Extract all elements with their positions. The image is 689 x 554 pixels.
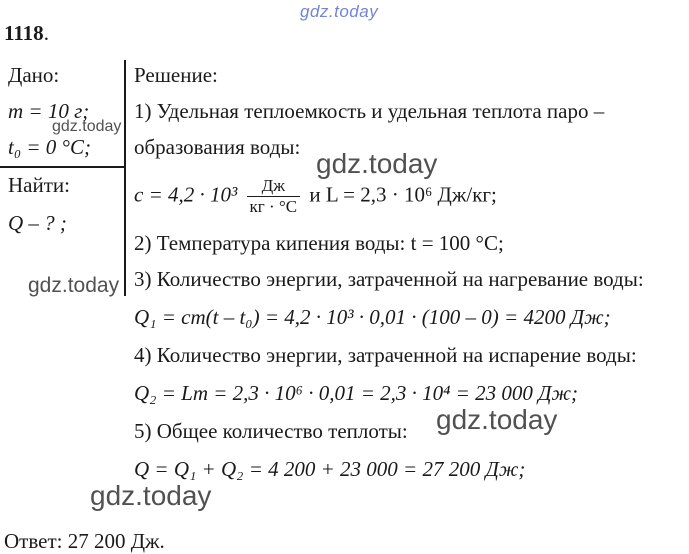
formula-c-numerator: Дж <box>247 176 301 197</box>
formula-c-denominator: кг · °C <box>249 197 298 216</box>
problem-number <box>4 20 49 46</box>
solution-step4: 4) Количество энергии, затраченной на испарение воды: <box>134 343 637 367</box>
solution-step3: 3) Количество энергии, затраченной на нагревание воды: <box>134 267 644 291</box>
formula-q1: Q₁ = cm(t – t₀) = 4,2 · 10³ · 0,01 · (100 – 0) = 4200 Дж; <box>134 305 611 329</box>
given-divider-vertical <box>124 60 126 296</box>
formula-q2: Q₂ = Lm = 2,3 · 10⁶ · 0,01 = 2,3 · 10⁴ = 23 000 Дж; <box>134 381 578 405</box>
answer: Ответ: 27 200 Дж. <box>4 529 165 553</box>
given-header: Дано: <box>8 63 60 87</box>
watermark-top: gdz.today <box>300 2 379 21</box>
formula-q-total: Q = Q₁ + Q₂ = 4 200 + 23 000 = 27 200 Дж; <box>134 457 526 481</box>
watermark-bottom: gdz.today <box>90 480 212 511</box>
formula-c-line <box>134 176 497 217</box>
watermark-given: gdz.today <box>52 118 122 135</box>
formula-c-fraction <box>247 176 301 217</box>
solution-step1-line2: образования воды: <box>134 135 301 159</box>
watermark-left: gdz.today <box>28 274 120 297</box>
watermark-right: gdz.today <box>436 404 558 435</box>
solution-header: Решение: <box>134 63 218 87</box>
given-temperature: t₀ = 0 °C; <box>8 135 91 159</box>
formula-c-right: и L = 2,3 · 10⁶ Дж/кг; <box>309 182 497 207</box>
problem-number-dot: . <box>43 21 49 45</box>
formula-c-left: c = 4,2 · 10³ <box>134 182 238 207</box>
find-header: Найти: <box>8 173 70 197</box>
watermark-upper: gdz.today <box>316 148 438 179</box>
solution-step2: 2) Температура кипения воды: t = 100 °C; <box>134 231 504 255</box>
solution-step5: 5) Общее количество теплоты: <box>134 419 408 443</box>
find-quantity: Q – ? ; <box>8 211 67 235</box>
given-divider-horizontal <box>0 166 124 168</box>
given-mass: m = 10 г; <box>8 99 90 123</box>
problem-number-value: 1118 <box>4 21 44 45</box>
solution-step1-line1: 1) Удельная теплоемкость и удельная теплота паро – <box>134 99 605 123</box>
